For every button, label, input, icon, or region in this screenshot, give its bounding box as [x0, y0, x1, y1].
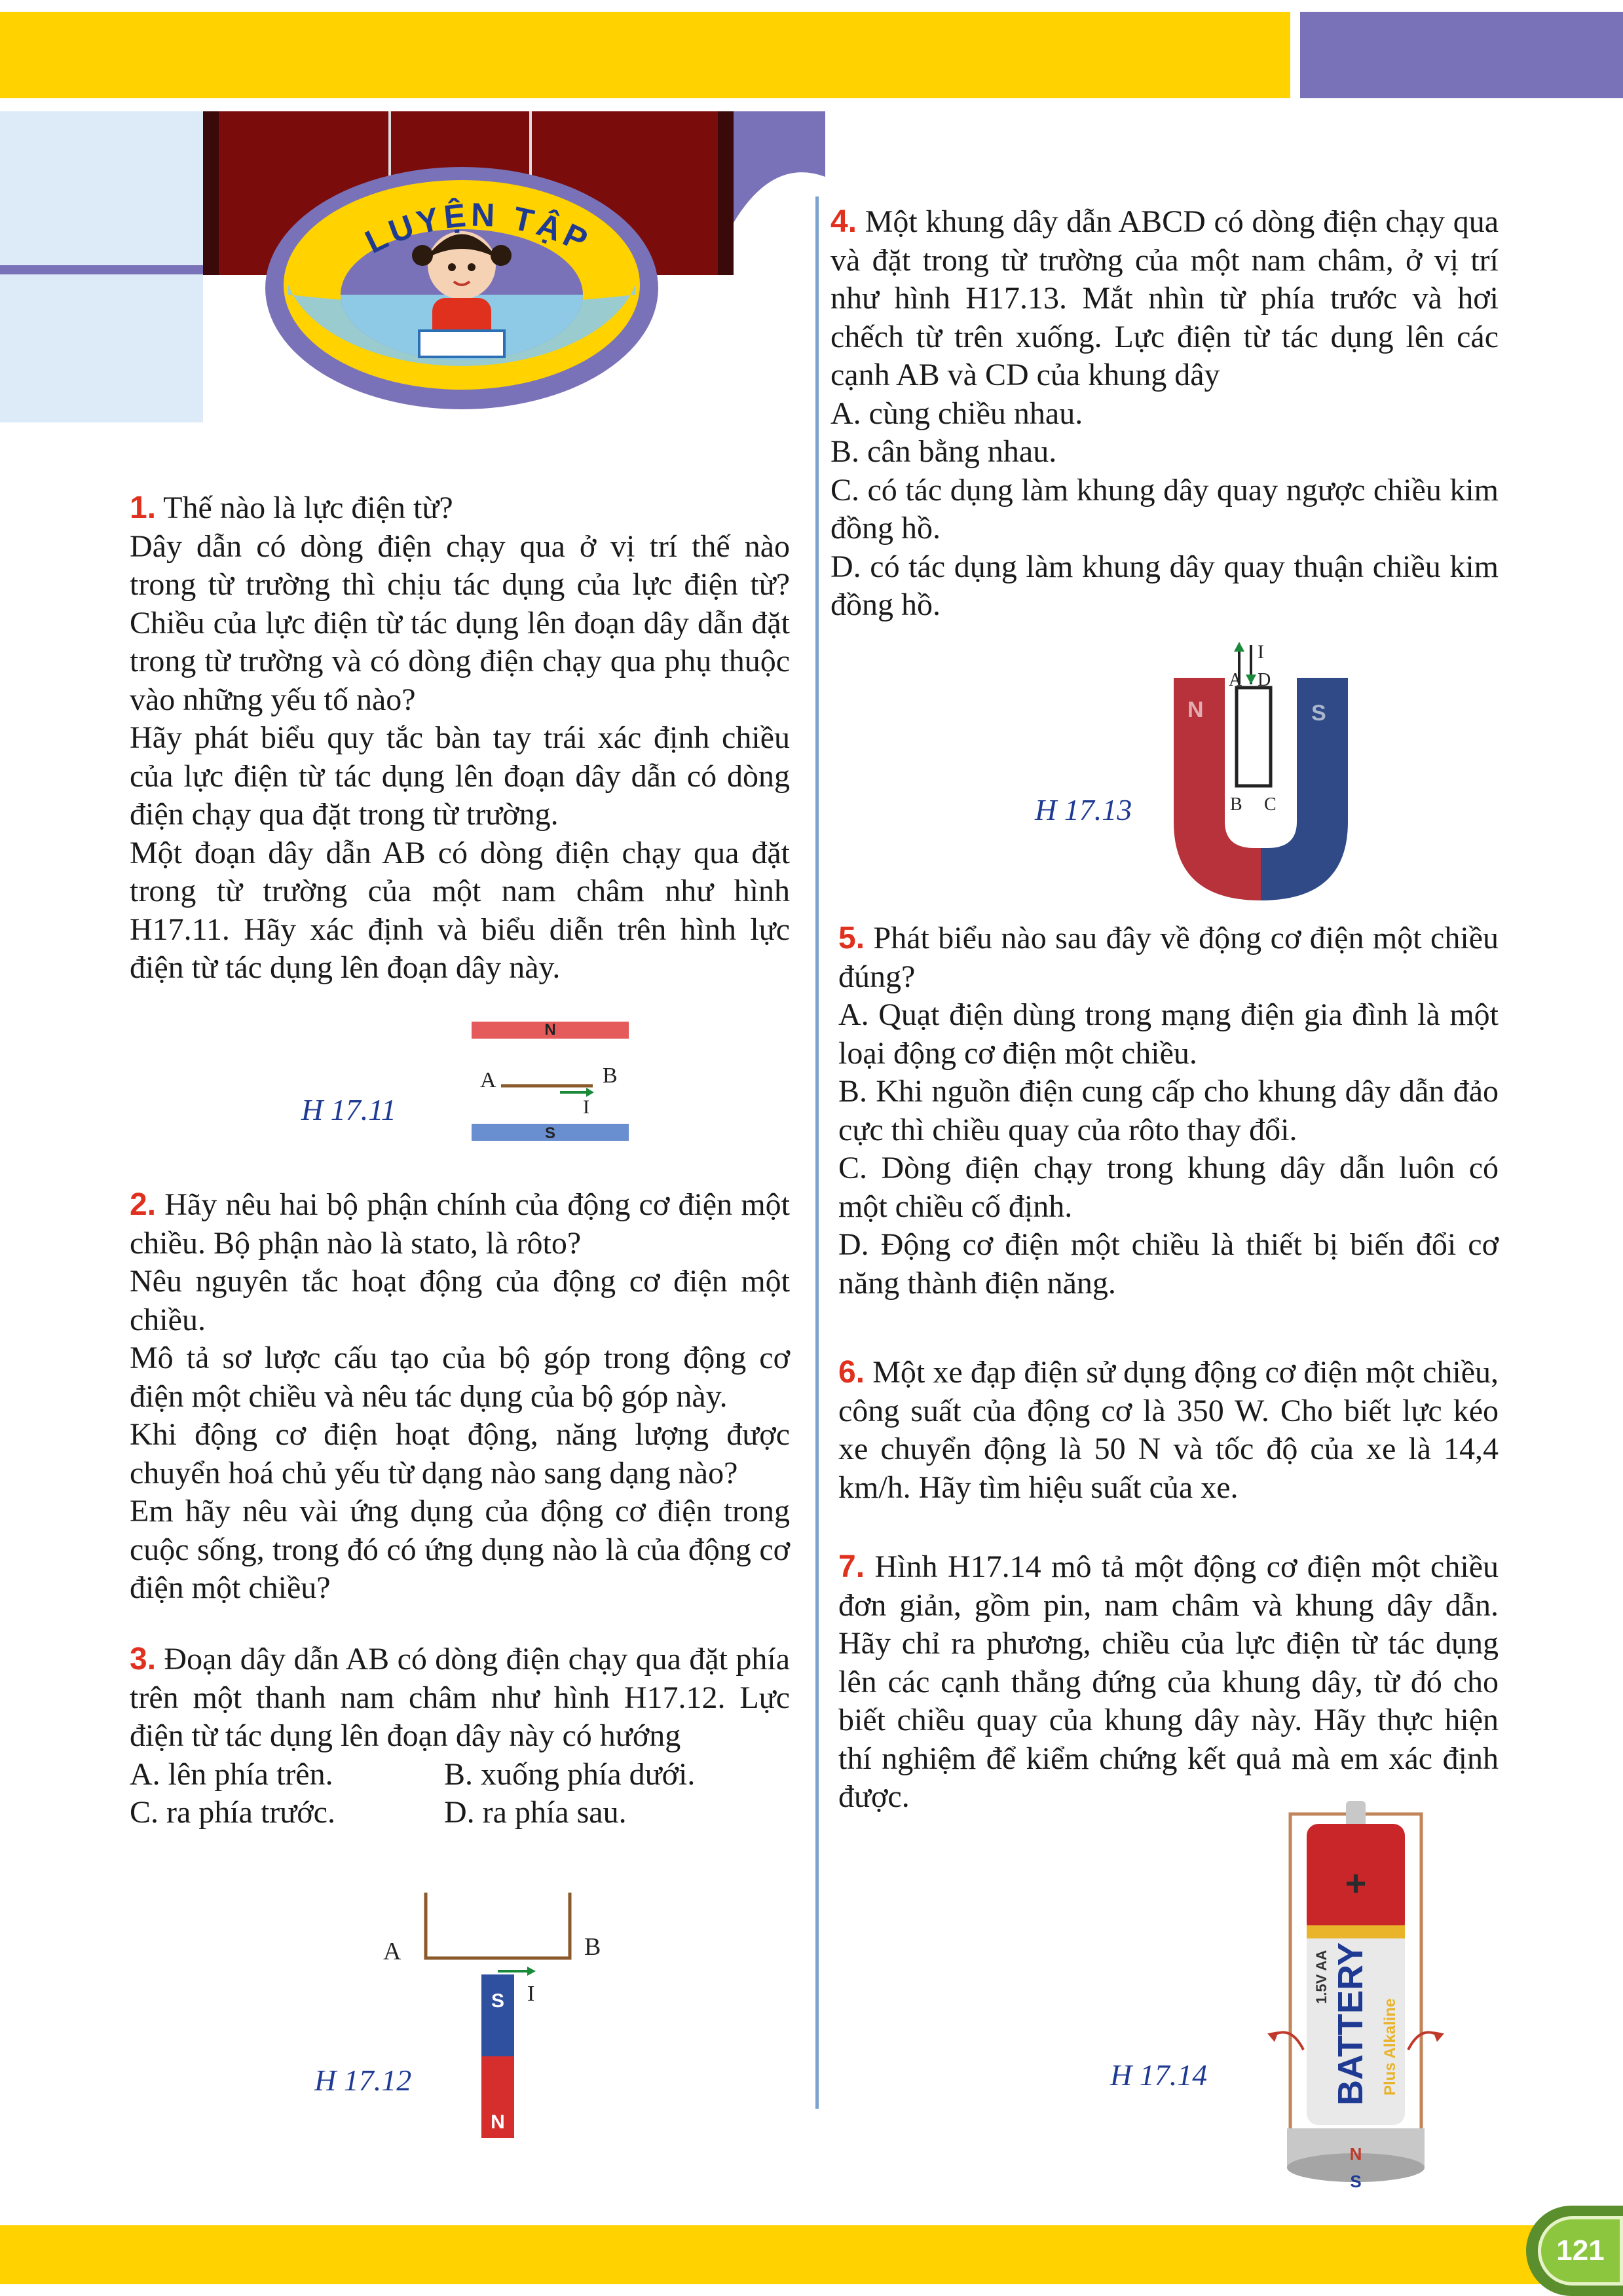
q6-text: Một xe đạp điện sử dụng động cơ điện một chiều, công suất của động cơ là 350 W. Cho biết lực kéo xe chuyển động là 50 N và tốc độ của xe là 14,4 km/h. Hãy tìm hiệu suất của xe. [838, 1355, 1499, 1505]
column-divider [815, 196, 819, 2109]
q4-option-d: D. có tác dụng làm khung dây quay thuận chiều kim đồng hồ. [830, 549, 1499, 622]
figure-h1711 [468, 1014, 639, 1145]
question-3 [130, 1640, 790, 1832]
q2-line-3: Mô tả sơ lược cấu tạo của bộ góp trong động cơ điện một chiều và nêu tác dụng của bộ góp này. [130, 1341, 790, 1414]
question-2 [130, 1186, 790, 1608]
h1711-point-b: B [603, 1064, 618, 1088]
section-title: LUYỆN TẬP [360, 196, 597, 261]
q5-option-a: A. Quạt điện dùng trong mạng điện gia đình là một loại động cơ điện một chiều. [838, 997, 1499, 1071]
q3-option-c: C. ra phía trước. [130, 1795, 335, 1830]
q5-number: 5. [838, 921, 865, 955]
h1711-south: S [544, 1124, 556, 1142]
q5-text: Phát biểu nào sau đây về động cơ điện một chiều đúng? [838, 921, 1499, 994]
h1711-caption: H 17.11 [301, 1093, 396, 1126]
svg-text:LUYỆN TẬP [360, 196, 597, 261]
q3-option-d: D. ra phía sau. [444, 1795, 627, 1830]
q4-option-a: A. cùng chiều nhau. [830, 396, 1083, 431]
q4-option-c: C. có tác dụng làm khung dây quay ngược chiều kim đồng hồ. [830, 472, 1499, 546]
q5-option-d: D. Động cơ điện một chiều là thiết bị biến đổi cơ năng thành điện năng. [838, 1227, 1499, 1301]
q5-option-c: C. Dòng điện chạy trong khung dây dẫn luôn có một chiều cố định. [838, 1151, 1499, 1224]
h1713-caption: H 17.13 [1035, 793, 1132, 826]
q1-line-1: Thế nào là lực điện từ? [163, 491, 453, 525]
h1712-point-b: B [584, 1933, 601, 1961]
h1713-a: A [1229, 670, 1242, 690]
h1713-d: D [1258, 670, 1271, 690]
q4-option-b: B. cân bằng nhau. [830, 434, 1057, 469]
h1713-c: C [1264, 794, 1277, 815]
h1713-south: S [1311, 701, 1326, 726]
q6-number: 6. [838, 1355, 865, 1390]
q7-text: Hình H17.14 mô tả một động cơ điện một chiều đơn giản, gồm pin, nam châm và khung dây dẫn. Hãy chỉ ra phương, chiều của lực điện từ tác dụng lên các cạnh thẳng đứng của khung dây, từ đó cho biết chiều quay của khung dây này. Hãy thực hiện thí nghiệm để kiểm chứng kết quả mà em xác định được. [838, 1549, 1499, 1814]
h1712-north: N [491, 2111, 505, 2133]
q1-line-4: Một đoạn dây dẫn AB có dòng điện chạy qua đặt trong từ trường của một nam châm như hình H17.11. Hãy xác định và biểu diễn trên hình lực điện từ tác dụng lên đoạn dây này. [130, 835, 790, 985]
h1714-brand: BATTERY [1331, 1942, 1370, 2105]
q5-option-b: B. Khi nguồn điện cung cấp cho khung dây dẫn đảo cực thì chiều quay của rôto thay đổi. [838, 1074, 1499, 1147]
question-5 [838, 919, 1499, 1303]
q7-number: 7. [838, 1549, 865, 1584]
header-banner [0, 98, 825, 465]
h1712-caption: H 17.12 [314, 2064, 412, 2097]
h1711-point-a: A [480, 1068, 496, 1092]
h1714-plus: + [1345, 1862, 1367, 1904]
q3-text: Đoạn dây dẫn AB có dòng điện chạy qua đặt phía trên một thanh nam châm như hình H17.12. Lực điện từ tác dụng lên đoạn dây này có hướng [130, 1642, 791, 1753]
h1712-point-a: A [383, 1938, 401, 1965]
question-7 [838, 1548, 1499, 1817]
top-yellow-bar [0, 12, 1290, 98]
figure-h1712 [373, 1886, 622, 2148]
h1711-north: N [544, 1021, 556, 1039]
question-4 [830, 203, 1499, 625]
h1711-current: I [583, 1096, 589, 1118]
question-1 [130, 489, 790, 988]
figure-h1713 [1166, 639, 1356, 910]
h1713-current: I [1258, 641, 1264, 663]
h1714-voltage: 1.5V AA [1313, 1950, 1330, 2004]
q1-number: 1. [130, 491, 157, 525]
h1714-north: N [1349, 2144, 1362, 2164]
question-6 [838, 1354, 1499, 1507]
q2-number: 2. [130, 1187, 157, 1222]
q3-number: 3. [130, 1642, 157, 1676]
q2-line-5: Em hãy nêu vài ứng dụng của động cơ điện trong cuộc sống, trong đó có ứng dụng nào là của động cơ điện một chiều? [130, 1494, 790, 1605]
q3-option-b: B. xuống phía dưới. [444, 1756, 696, 1792]
figure-h1714 [1231, 1788, 1480, 2207]
h1712-south: S [491, 1990, 505, 2012]
h1713-north: N [1187, 697, 1204, 722]
h1714-sub: Plus Alkaline [1381, 1998, 1399, 2096]
q2-line-4: Khi động cơ điện hoạt động, năng lượng được chuyển hoá chủ yếu từ dạng nào sang dạng nào? [130, 1417, 790, 1491]
h1714-south: S [1350, 2172, 1362, 2191]
q2-line-2: Nêu nguyên tắc hoạt động của động cơ điện một chiều. [130, 1264, 790, 1337]
h1714-caption: H 17.14 [1110, 2058, 1208, 2092]
q1-line-2: Dây dẫn có dòng điện chạy qua ở vị trí thế nào trong từ trường thì chịu tác dụng của lực điện từ? Chiều của lực điện từ tác dụng lên đoạn dây dẫn đặt trong từ trường và có dòng điện chạy qua phụ thuộc vào những yếu tố nào? [130, 528, 790, 717]
q4-text: Một khung dây dẫn ABCD có dòng điện chạy qua và đặt trong từ trường của một nam châm, ở vị trí như hình H17.13. Mắt nhìn từ phía trước và hơi chếch từ trên xuống. Lực điện từ tác dụng lên các cạnh AB và CD của khung dây [830, 204, 1499, 392]
bottom-yellow-bar [0, 2225, 1623, 2284]
section-title-arc [341, 174, 616, 272]
h1713-b: B [1230, 794, 1242, 815]
page-number: 121 [1538, 2216, 1623, 2286]
h1712-current: I [527, 1982, 535, 2006]
q1-line-3: Hãy phát biểu quy tắc bàn tay trái xác định chiều của lực điện từ tác dụng lên đoạn dây dẫn có dòng điện chạy qua đặt trong từ trường. [130, 720, 790, 832]
top-purple-bar [1300, 12, 1623, 98]
q3-option-a: A. lên phía trên. [130, 1756, 333, 1792]
q2-line-1: Hãy nêu hai bộ phận chính của động cơ điện một chiều. Bộ phận nào là stato, là rôto? [130, 1187, 791, 1261]
q4-number: 4. [830, 204, 857, 239]
